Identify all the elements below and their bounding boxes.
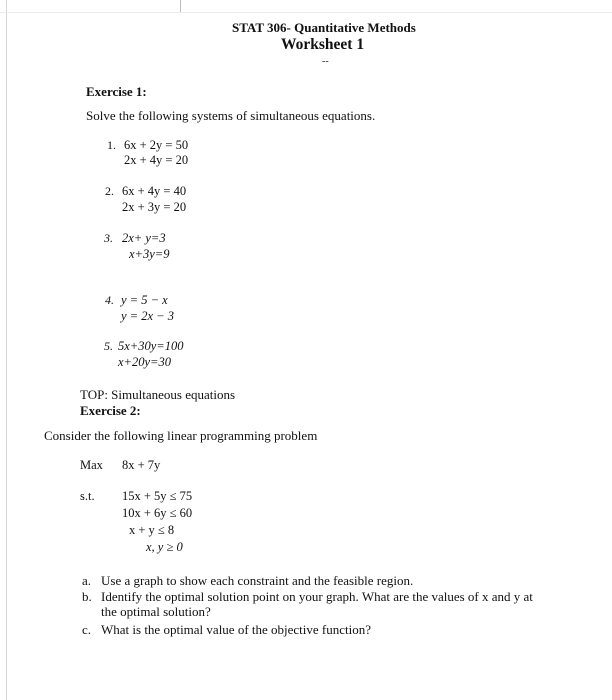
- equation: 2x + 3y = 20: [122, 200, 187, 214]
- question-text: Use a graph to show each constraint and the feasible region.: [101, 573, 414, 588]
- question-text: Identify the optimal solution point on your graph. What are the values of x and y at: [101, 589, 533, 604]
- question-label: b.: [82, 589, 92, 604]
- problem-number: 4.: [105, 293, 114, 307]
- objective-function: 8x + 7y: [122, 458, 161, 472]
- exercise2-intro: Consider the following linear programming problem: [44, 428, 318, 443]
- exercise1-title: Exercise 1:: [86, 84, 147, 99]
- worksheet-title: Worksheet 1: [281, 36, 365, 53]
- equation: y = 5 − x: [121, 293, 168, 307]
- equation: 2x + 4y = 20: [124, 153, 189, 167]
- page-left-edge: [6, 0, 7, 700]
- exercise1-instruction: Solve the following systems of simultaneous equations.: [86, 108, 376, 123]
- equation: y = 2x − 3: [121, 309, 174, 323]
- constraint: x + y ≤ 8: [129, 523, 175, 537]
- question-text: What is the optimal value of the objective function?: [101, 622, 372, 637]
- problem-number: 3.: [104, 231, 113, 245]
- page-top-edge: [0, 12, 612, 13]
- question-label: a.: [82, 573, 92, 588]
- question-label: c.: [82, 622, 92, 637]
- equation: 6x + 4y = 40: [122, 184, 187, 198]
- subject-to-label: s.t.: [80, 489, 95, 503]
- equation: 2x+ y=3: [122, 231, 166, 245]
- header-dash: --: [322, 56, 329, 67]
- course-title: STAT 306- Quantitative Methods: [232, 20, 416, 35]
- topic-label: TOP: Simultaneous equations: [80, 387, 236, 402]
- constraint: 10x + 6y ≤ 60: [122, 506, 193, 520]
- equation: x+3y=9: [129, 247, 170, 261]
- problem-number: 1.: [107, 138, 116, 152]
- constraint: 15x + 5y ≤ 75: [122, 489, 193, 503]
- equation: 6x + 2y = 50: [124, 138, 189, 152]
- equation: 5x+30y=100: [118, 339, 184, 353]
- page-tick-mark: [180, 0, 181, 12]
- question-text-continued: the optimal solution?: [101, 604, 211, 619]
- exercise2-title: Exercise 2:: [80, 403, 141, 418]
- problem-number: 5.: [104, 339, 113, 353]
- objective-label: Max: [80, 458, 103, 472]
- constraint: x, y ≥ 0: [146, 540, 183, 554]
- problem-number: 2.: [105, 184, 114, 198]
- equation: x+20y=30: [118, 355, 171, 369]
